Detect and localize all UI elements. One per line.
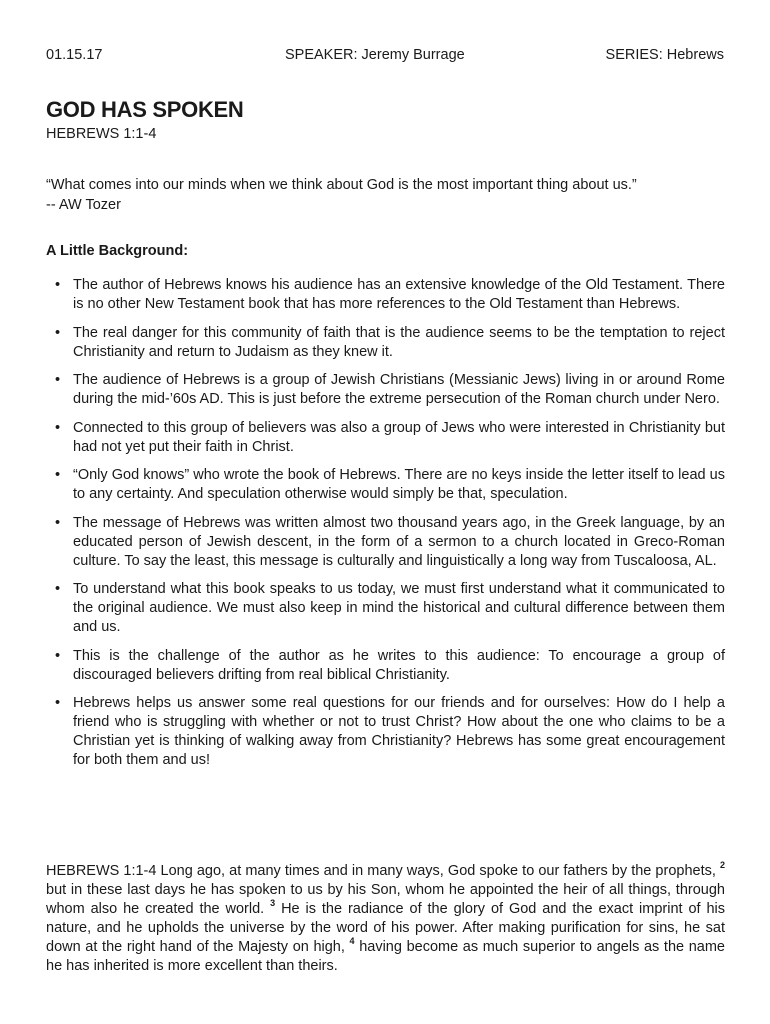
list-item: • The message of Hebrews was written almost two thousand years ago, in the Greek language, by an educated person of Jewish descent, in the form of a sermon to a church located in Greco-Roman culture. To say the least, this message is culturally and linguistically a long way from Tuscaloosa, AL. [46,514,725,571]
quote-attribution: -- AW Tozer [46,197,121,213]
scripture-reference: HEBREWS 1:1-4 [46,126,157,142]
list-item: • This is the challenge of the author as he writes to this audience: To encourage a group of discouraged believers drifting from real biblical Christianity. [46,647,725,685]
list-item: • The author of Hebrews knows his audience has an extensive knowledge of the Old Testament. There is no other New Testament book that has more references to the Old Testament than Hebrews. [46,276,725,314]
series-label: SERIES: Hebrews [605,47,724,63]
verse-4-text: having become as much superior to angels as the name he has inherited is more excellent than theirs. [46,939,725,974]
list-item: • The real danger for this community of faith that is the audience seems to be the temptation to reject Christianity and return to Judaism as they knew it. [46,324,725,362]
verse-2-text: but in these last days he has spoken to us by his Son, whom he appointed the heir of all things, through whom also he created the world. [46,882,725,917]
scripture-passage [46,862,725,976]
speaker-label: SPEAKER: Jeremy Burrage [285,47,465,63]
verse-number: 4 [349,936,355,947]
verse-3-text: He is the radiance of the glory of God and the exact imprint of his nature, and he upholds the universe by the word of his power. After making purification for sins, he sat down at the right hand of the Majesty on high, [46,901,726,955]
list-item: • Hebrews helps us answer some real questions for our friends and for ourselves: How do I help a friend who is struggling with whether or not to trust Christ? How about the one who claims to be a Christian yet is thinking of walking away from Christianity? Hebrews has some great encouragement for both them and us! [46,694,725,770]
verse-number: 2 [719,860,725,871]
verse-1-text: HEBREWS 1:1-4 Long ago, at many times and in many ways, God spoke to our fathers by the prophets, [46,863,716,879]
background-list [46,276,725,780]
opening-quote [46,175,724,215]
sermon-title: GOD HAS SPOKEN [46,97,244,122]
list-item: • The audience of Hebrews is a group of Jewish Christians (Messianic Jews) living in or around Rome during the mid-’60s AD. This is just before the extreme persecution of the Roman church under Nero. [46,371,725,409]
page-header [46,47,724,67]
sermon-date: 01.15.17 [46,47,103,63]
verse-number: 3 [270,898,276,909]
list-item: • To understand what this book speaks to us today, we must first understand what it communicated to the original audience. We must also keep in mind the historical and cultural difference between them and us. [46,580,725,637]
background-heading: A Little Background: [46,243,189,259]
quote-text: “What comes into our minds when we think about God is the most important thing about us.” [46,177,637,193]
list-item: • “Only God knows” who wrote the book of Hebrews. There are no keys inside the letter itself to lead us to any certainty. And speculation otherwise would simply be that, speculation. [46,466,725,504]
list-item: • Connected to this group of believers was also a group of Jews who were interested in Christianity but had not yet put their faith in Christ. [46,419,725,457]
